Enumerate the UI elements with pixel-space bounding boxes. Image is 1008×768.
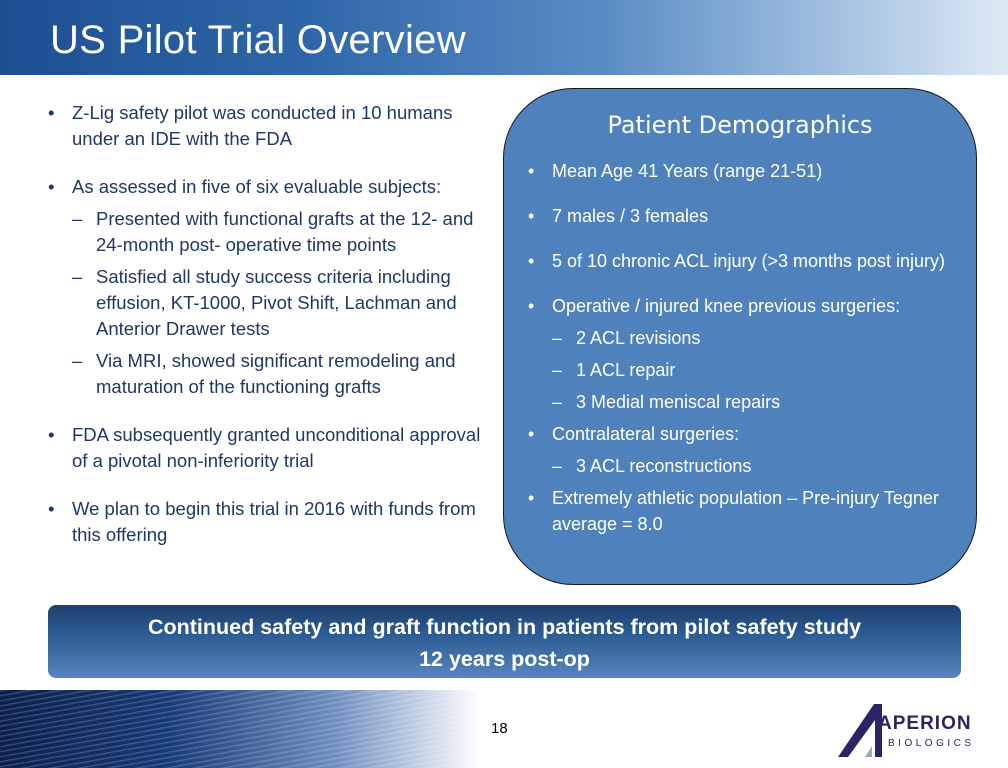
- bullet-item: [48, 100, 488, 152]
- dash-marker: –: [72, 208, 83, 229]
- dash-marker: –: [72, 266, 83, 287]
- conclusion-banner: [48, 605, 961, 678]
- bullet-marker: •: [48, 176, 55, 197]
- bullet-marker: •: [528, 424, 535, 444]
- bullet-text: We plan to begin this trial in 2016 with funds from this offering: [72, 498, 476, 545]
- demographics-text: 7 males / 3 females: [552, 206, 709, 226]
- page-number: 18: [491, 720, 508, 737]
- bullet-marker: •: [528, 251, 535, 271]
- bullet-item: [48, 174, 488, 200]
- sub-bullet-item: [48, 348, 488, 400]
- bullet-text: Z-Lig safety pilot was conducted in 10 humans under an IDE with the FDA: [72, 102, 453, 149]
- demographics-text: 5 of 10 chronic ACL injury (>3 months post injury): [552, 251, 946, 271]
- demographics-title: Patient Demographics: [607, 111, 873, 139]
- demographics-item: [528, 203, 968, 229]
- patient-demographics-box: [503, 88, 977, 585]
- sub-bullet-item: [48, 206, 488, 258]
- demographics-list: [528, 158, 968, 537]
- demographics-text: Contralateral surgeries:: [552, 424, 740, 444]
- bullet-item: [48, 422, 488, 474]
- demographics-text: Mean Age 41 Years (range 21-51): [552, 161, 823, 181]
- bullet-marker: •: [48, 424, 55, 445]
- overview-bullets: [48, 100, 488, 548]
- demographics-sub-text: 3 Medial meniscal repairs: [576, 392, 781, 412]
- sub-bullet-text: Presented with functional grafts at the 12- and 24-month post- operative time points: [96, 208, 474, 255]
- sub-bullet-text: Satisfied all study success criteria including effusion, KT-1000, Pivot Shift, Lachman and Anterior Drawer tests: [96, 266, 457, 339]
- footer-graphic: [0, 690, 480, 768]
- dash-marker: –: [552, 456, 563, 476]
- demographics-item: [528, 248, 968, 274]
- banner-line-1: Continued safety and graft function in patients from pilot safety study: [147, 615, 862, 639]
- sub-bullet-text: Via MRI, showed significant remodeling and maturation of the functioning grafts: [96, 350, 456, 397]
- demographics-sub-text: 1 ACL repair: [576, 360, 676, 380]
- bullet-marker: •: [528, 296, 535, 316]
- logo-subtitle: BIOLOGICS: [888, 738, 975, 749]
- demographics-sub-text: 3 ACL reconstructions: [576, 456, 752, 476]
- bullet-marker: •: [528, 206, 535, 226]
- dash-marker: –: [552, 392, 563, 412]
- sub-bullet-item: [48, 264, 488, 342]
- title-band: [0, 0, 1008, 75]
- demographics-sub-text: 2 ACL revisions: [576, 328, 701, 348]
- bullet-marker: •: [528, 488, 535, 508]
- logo-wordmark: APERION: [878, 713, 972, 734]
- demographics-sub-item: [528, 453, 968, 479]
- dash-marker: –: [552, 360, 563, 380]
- demographics-item: [528, 293, 968, 319]
- aperion-logo: [838, 700, 988, 760]
- dash-marker: –: [552, 328, 563, 348]
- bullet-text: As assessed in five of six evaluable subjects:: [72, 176, 442, 197]
- bullet-marker: •: [48, 498, 55, 519]
- bullet-item: [48, 496, 488, 548]
- demographics-sub-item: [528, 389, 968, 415]
- demographics-item: [528, 421, 968, 447]
- dash-marker: –: [72, 350, 83, 371]
- demographics-text: Extremely athletic population – Pre-injury Tegner average = 8.0: [552, 488, 939, 534]
- demographics-item: [528, 158, 968, 184]
- bullet-text: FDA subsequently granted unconditional approval of a pivotal non-inferiority trial: [72, 424, 481, 471]
- demographics-sub-item: [528, 325, 968, 351]
- bullet-marker: •: [528, 161, 535, 181]
- demographics-sub-item: [528, 357, 968, 383]
- bullet-marker: •: [48, 102, 55, 123]
- page-title: US Pilot Trial Overview: [50, 18, 466, 62]
- demographics-item: [528, 485, 968, 537]
- banner-line-2: 12 years post-op: [419, 647, 590, 671]
- demographics-text: Operative / injured knee previous surgeries:: [552, 296, 901, 316]
